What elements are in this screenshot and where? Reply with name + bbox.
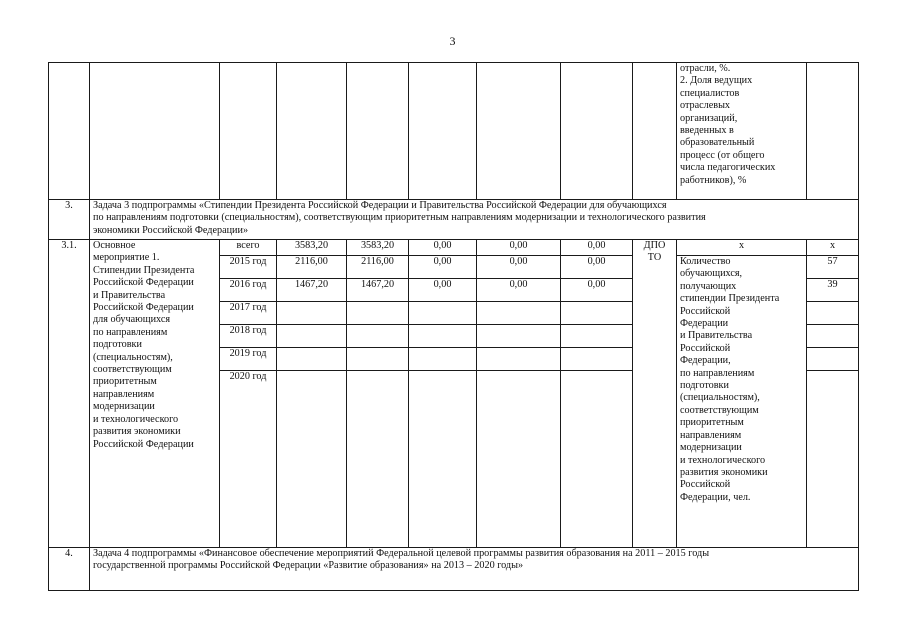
task-number: 4. — [49, 548, 90, 591]
amount-cell: 0,00 — [409, 240, 477, 256]
amount-cell — [347, 348, 409, 371]
amount-cell — [561, 325, 633, 348]
year-cell: 2017 год — [220, 302, 277, 325]
amount-cell: 0,00 — [561, 279, 633, 302]
amount-cell: 2116,00 — [347, 256, 409, 279]
amount-cell: 0,00 — [409, 256, 477, 279]
amount-cell — [347, 371, 409, 548]
executor-cell: ДПО ТО — [633, 240, 677, 548]
value-cell — [807, 325, 859, 348]
cell-empty — [477, 63, 561, 200]
amount-cell — [561, 371, 633, 548]
value-cell: 39 — [807, 279, 859, 302]
value-cell — [807, 371, 859, 548]
amount-cell — [409, 325, 477, 348]
amount-cell — [277, 371, 347, 548]
year-cell: 2019 год — [220, 348, 277, 371]
amount-cell: 0,00 — [409, 279, 477, 302]
task-text: Задача 3 подпрограммы «Стипендии Президента Российской Федерации и Правительства Российской Федерации для обучающихся по направлениям подготовки (специальностям), соответствующим приоритетным направлениям модернизации и технологического развития экономики Российской Федерации» — [90, 200, 859, 240]
amount-cell — [277, 325, 347, 348]
cell-empty — [277, 63, 347, 200]
amount-cell: 3583,20 — [277, 240, 347, 256]
amount-cell — [277, 302, 347, 325]
value-cell — [807, 302, 859, 325]
amount-cell: 0,00 — [561, 256, 633, 279]
amount-cell — [277, 348, 347, 371]
amount-cell: 3583,20 — [347, 240, 409, 256]
task-row — [49, 548, 859, 591]
year-cell: 2016 год — [220, 279, 277, 302]
amount-cell — [409, 348, 477, 371]
amount-cell: 1467,20 — [347, 279, 409, 302]
amount-cell: 0,00 — [477, 279, 561, 302]
amount-cell — [347, 325, 409, 348]
amount-cell: 1467,20 — [277, 279, 347, 302]
amount-cell — [561, 348, 633, 371]
task-number: 3. — [49, 200, 90, 240]
cell-empty — [409, 63, 477, 200]
amount-cell — [477, 348, 561, 371]
amount-cell: 0,00 — [477, 240, 561, 256]
cell-empty — [807, 63, 859, 200]
cell-empty — [90, 63, 220, 200]
amount-cell — [477, 371, 561, 548]
indicator-cell: Количество обучающихся, получающих стипендии Президента Российской Федерации и Правительства Российской Федерации, по направлениям подготовки (специальностям), соответствующим приоритетным направлениям модернизации и технологического развития экономики Российской Федерации, чел. — [677, 256, 807, 548]
value-cell: 57 — [807, 256, 859, 279]
year-cell: 2018 год — [220, 325, 277, 348]
program-table — [48, 62, 859, 591]
amount-cell — [347, 302, 409, 325]
amount-cell — [477, 325, 561, 348]
amount-cell: 0,00 — [477, 256, 561, 279]
cell-empty — [220, 63, 277, 200]
amount-cell — [409, 302, 477, 325]
task-text: Задача 4 подпрограммы «Финансовое обеспечение мероприятий Федеральной целевой программы развития образования на 2011 – 2015 годы государственной программы Российской Федерации «Развитие образования» на 2013 – 2020 годы» — [90, 548, 859, 591]
amount-cell — [561, 302, 633, 325]
amount-cell — [477, 302, 561, 325]
cell-empty — [347, 63, 409, 200]
year-cell: 2015 год — [220, 256, 277, 279]
cell-empty — [49, 63, 90, 200]
indicator-continuation: отрасли, %. 2. Доля ведущих специалистов отраслевых организаций, введенных в образовательный процесс (от общего числа педагогических работников), % — [677, 63, 807, 200]
value-cell — [807, 348, 859, 371]
amount-cell — [409, 371, 477, 548]
amount-cell: 2116,00 — [277, 256, 347, 279]
page-number: 3 — [449, 34, 456, 48]
task-row — [49, 200, 859, 240]
indicator-header: x — [677, 240, 807, 256]
amount-cell: 0,00 — [561, 240, 633, 256]
year-cell: 2020 год — [220, 371, 277, 548]
activity-row-total — [49, 240, 859, 256]
value-cell: x — [807, 240, 859, 256]
continuation-row — [49, 63, 859, 200]
activity-name: Основное мероприятие 1. Стипендии Президента Российской Федерации и Правительства Российской Федерации для обучающихся по направлениям подготовки (специальностям), соответствующим приоритетным направлениям модернизации и технологического развития экономики Российской Федерации — [90, 240, 220, 548]
cell-empty — [561, 63, 633, 200]
cell-empty — [633, 63, 677, 200]
year-cell: всего — [220, 240, 277, 256]
activity-number: 3.1. — [49, 240, 90, 548]
